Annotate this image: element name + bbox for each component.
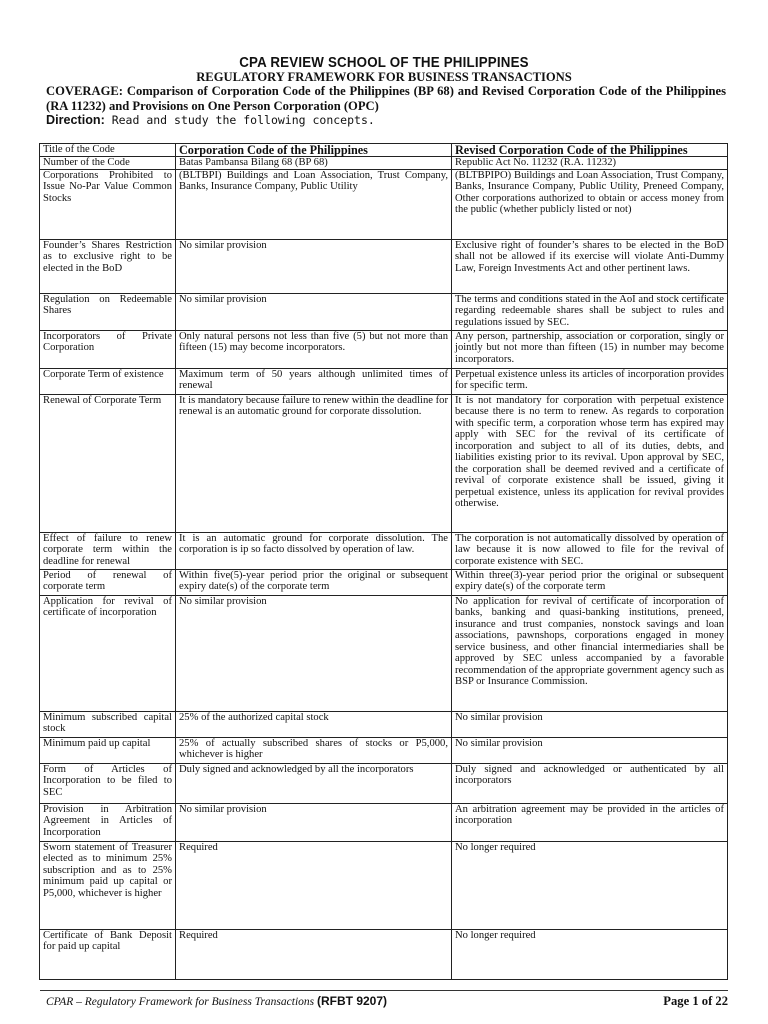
ra11232-cell: No longer required [452, 929, 728, 979]
table-row [40, 239, 728, 293]
bp68-cell: Required [176, 929, 452, 979]
direction-label: Direction: [46, 113, 105, 127]
bp68-cell: (BLTBPI) Buildings and Loan Association, Trust Company, Banks, Insurance Company, Public Utility [176, 169, 452, 239]
table-row [40, 532, 728, 569]
row-label: Renewal of Corporate Term [40, 394, 176, 532]
table-row [40, 169, 728, 239]
table-row [40, 293, 728, 330]
school-title: CPA REVIEW SCHOOL OF THE PHILIPPINES [239, 55, 529, 71]
bp68-cell: No similar provision [176, 293, 452, 330]
table-row [40, 394, 728, 532]
ra11232-cell: The corporation is not automatically dissolved by operation of law because it is now allowed to file for the revival of corporate existence with SEC. [452, 532, 728, 569]
bp68-cell: It is an automatic ground for corporate dissolution. The corporation is ip so facto dissolved by operation of law. [176, 532, 452, 569]
table-row [40, 737, 728, 763]
ra11232-cell: No similar provision [452, 737, 728, 763]
row-label: Regulation on Redeemable Shares [40, 293, 176, 330]
row-label: Corporations Prohibited to Issue No-Par Value Common Stocks [40, 169, 176, 239]
table-row [40, 595, 728, 711]
table-row [40, 763, 728, 803]
bp68-cell: Only natural persons not less than five (5) but not more than fifteen (15) may become incorporators. [176, 330, 452, 368]
row-label: Certificate of Bank Deposit for paid up capital [40, 929, 176, 979]
row-label: Founder’s Shares Restriction as to exclusive right to be elected in the BoD [40, 239, 176, 293]
bp68-cell: Duly signed and acknowledged by all the incorporators [176, 763, 452, 803]
ra11232-cell: It is not mandatory for corporation with perpetual existence because there is no term to renew. As regards to corporation with specific term, a corporation whose term has expired may apply with SEC for the revival of its certificate of incorporation and subject to all of its duties, debts, and liabilities existing prior to its revival. Upon approval by SEC, the corporation shall be deemed revived and a certificate of revival of corporate existence shall be issued, giving it perpetual existence, unless its application for revival provides otherwise. [452, 394, 728, 532]
comparison-table [39, 143, 728, 980]
table-row [40, 841, 728, 929]
bp68-cell: Required [176, 841, 452, 929]
bp68-cell: Within five(5)-year period prior the original or subsequent expiry date(s) of the corporate term [176, 569, 452, 595]
footer-course-code: (RFBT 9207) [317, 994, 388, 1008]
bp68-cell: No similar provision [176, 239, 452, 293]
footer-course [46, 994, 387, 1008]
table-row [40, 157, 728, 170]
coverage-text: COVERAGE: Comparison of Corporation Code of the Philippines (BP 68) and Revised Corporation Code of the Philippines (RA 11232) and Provisions on One Person Corporation (OPC) [46, 84, 726, 113]
bp68-cell: No similar provision [176, 803, 452, 841]
direction-line [46, 113, 375, 128]
ra11232-cell: No longer required [452, 841, 728, 929]
row-label: Title of the Code [40, 144, 176, 157]
row-label: Minimum paid up capital [40, 737, 176, 763]
ra11232-cell: Republic Act No. 11232 (R.A. 11232) [452, 157, 728, 170]
direction-text: Read and study the following concepts. [104, 113, 375, 127]
bp68-cell: Batas Pambansa Bilang 68 (BP 68) [176, 157, 452, 170]
footer-course-text: CPAR – Regulatory Framework for Business Transactions [46, 996, 315, 1008]
ra11232-cell: No similar provision [452, 711, 728, 737]
column-header-bp68: Corporation Code of the Philippines [176, 144, 452, 157]
row-label: Application for revival of certificate of incorporation [40, 595, 176, 711]
bp68-cell: 25% of the authorized capital stock [176, 711, 452, 737]
table-row [40, 569, 728, 595]
ra11232-cell: Any person, partnership, association or corporation, singly or jointly but not more than fifteen (15) in number may become incorporators. [452, 330, 728, 368]
row-label: Period of renewal of corporate term [40, 569, 176, 595]
row-label: Minimum subscribed capital stock [40, 711, 176, 737]
footer-divider [40, 990, 728, 991]
table-row [40, 803, 728, 841]
table-row [40, 144, 728, 157]
row-label: Form of Articles of Incorporation to be filed to SEC [40, 763, 176, 803]
row-label: Effect of failure to renew corporate term within the deadline for renewal [40, 532, 176, 569]
ra11232-cell: An arbitration agreement may be provided in the articles of incorporation [452, 803, 728, 841]
row-label: Sworn statement of Treasurer elected as to minimum 25% subscription and as to 25% minimum paid up capital or P5,000, whichever is higher [40, 841, 176, 929]
subject-title: REGULATORY FRAMEWORK FOR BUSINESS TRANSACTIONS [196, 70, 572, 84]
column-header-ra11232: Revised Corporation Code of the Philippines [452, 144, 728, 157]
ra11232-cell: No application for revival of certificate of incorporation of banks, banking and quasi-banking institutions, preneed, insurance and trust companies, nonstock savings and loan associations, pawnshops, corporations engaged in money service business, and other financial intermediaries shall be approved by SEC unless accompanied by a favorable recommendation of the appropriate government agency such as BSP or Insurance Commission. [452, 595, 728, 711]
ra11232-cell: The terms and conditions stated in the AoI and stock certificate regarding redeemable shares shall be subject to rules and regulations issued by SEC. [452, 293, 728, 330]
bp68-cell: It is mandatory because failure to renew within the deadline for renewal is an automatic ground for corporate dissolution. [176, 394, 452, 532]
ra11232-cell: Within three(3)-year period prior the original or subsequent expiry date(s) of the corporate term [452, 569, 728, 595]
row-label: Provision in Arbitration Agreement in Articles of Incorporation [40, 803, 176, 841]
row-label: Corporate Term of existence [40, 368, 176, 394]
table-row [40, 330, 728, 368]
bp68-cell: Maximum term of 50 years although unlimited times of renewal [176, 368, 452, 394]
bp68-cell: 25% of actually subscribed shares of stocks or P5,000, whichever is higher [176, 737, 452, 763]
ra11232-cell: Duly signed and acknowledged or authenticated by all incorporators [452, 763, 728, 803]
row-label: Number of the Code [40, 157, 176, 170]
table-row [40, 711, 728, 737]
table-row [40, 368, 728, 394]
ra11232-cell: Perpetual existence unless its articles of incorporation provides for specific term. [452, 368, 728, 394]
ra11232-cell: Exclusive right of founder’s shares to be elected in the BoD shall not be allowed if its exercise will violate Anti-Dummy Law, Foreign Investments Act and other pertinent laws. [452, 239, 728, 293]
row-label: Incorporators of Private Corporation [40, 330, 176, 368]
table-row [40, 929, 728, 979]
bp68-cell: No similar provision [176, 595, 452, 711]
ra11232-cell: (BLTBPIPO) Buildings and Loan Association, Trust Company, Banks, Insurance Company, Public Utility, Preneed Company, Other corporations authorized to obtain or access money from the public (whether publicly listed or not) [452, 169, 728, 239]
page-number: Page 1 of 22 [663, 994, 728, 1008]
